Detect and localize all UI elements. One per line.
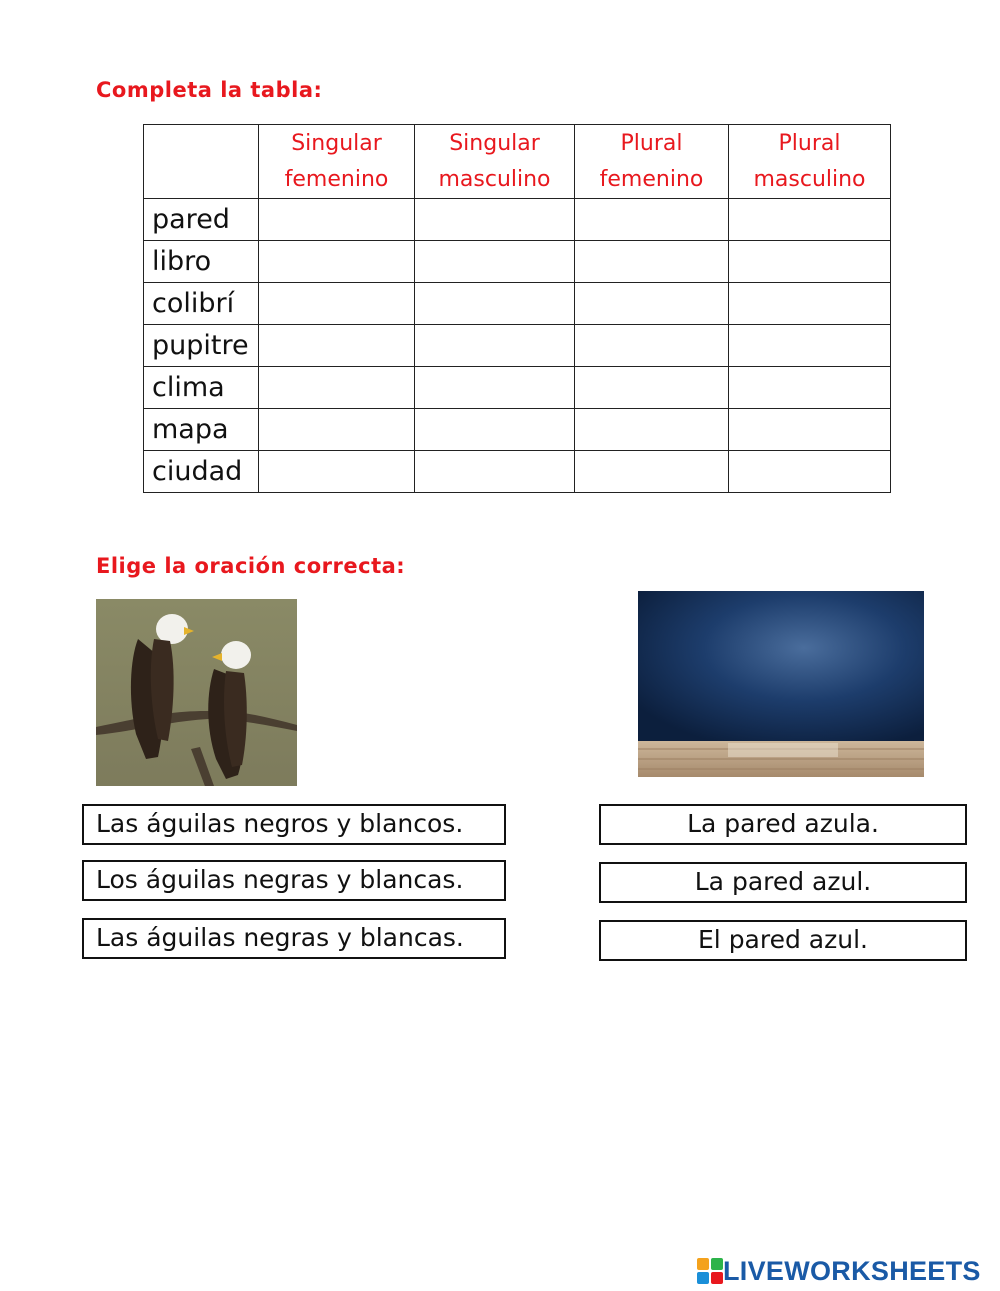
answer-input[interactable]: [575, 367, 728, 408]
eagle-option-3[interactable]: Las águilas negras y blancas.: [82, 918, 506, 959]
answer-cell[interactable]: [415, 325, 575, 367]
blue-wall-room-photo: [638, 591, 924, 777]
answer-cell[interactable]: [729, 241, 891, 283]
answer-input[interactable]: [415, 451, 574, 492]
answer-input[interactable]: [729, 409, 890, 450]
answer-cell[interactable]: [729, 451, 891, 493]
answer-cell[interactable]: [729, 325, 891, 367]
answer-input[interactable]: [575, 283, 728, 324]
answer-cell[interactable]: [415, 283, 575, 325]
wall-option-3[interactable]: El pared azul.: [599, 920, 967, 961]
table-row: [144, 241, 891, 283]
answer-input[interactable]: [415, 283, 574, 324]
header-singular-femenino: Singular femenino: [259, 125, 415, 199]
answer-input[interactable]: [575, 409, 728, 450]
answer-cell[interactable]: [575, 451, 729, 493]
answer-input[interactable]: [259, 199, 414, 240]
row-word-label: colibrí: [144, 283, 259, 325]
answer-input[interactable]: [575, 241, 728, 282]
row-word-label: libro: [144, 241, 259, 283]
row-word-label: ciudad: [144, 451, 259, 493]
answer-input[interactable]: [729, 451, 890, 492]
answer-cell[interactable]: [729, 199, 891, 241]
eagle-option-1[interactable]: Las águilas negros y blancos.: [82, 804, 506, 845]
answer-input[interactable]: [415, 199, 574, 240]
bald-eagles-photo: [96, 599, 297, 786]
answer-cell[interactable]: [575, 367, 729, 409]
answer-cell[interactable]: [415, 241, 575, 283]
answer-input[interactable]: [575, 451, 728, 492]
answer-cell[interactable]: [729, 283, 891, 325]
table-instruction-heading: Completa la tabla:: [96, 78, 323, 102]
answer-input[interactable]: [729, 241, 890, 282]
answer-input[interactable]: [729, 199, 890, 240]
row-word-label: pared: [144, 199, 259, 241]
answer-input[interactable]: [259, 283, 414, 324]
table-header-row: [144, 125, 891, 199]
header-plural-masculino: Plural masculino: [729, 125, 891, 199]
header-plural-femenino: Plural femenino: [575, 125, 729, 199]
table-row: [144, 409, 891, 451]
choice-instruction-heading: Elige la oración correcta:: [96, 554, 406, 578]
answer-input[interactable]: [259, 451, 414, 492]
answer-cell[interactable]: [415, 409, 575, 451]
table-row: [144, 325, 891, 367]
table-row: [144, 199, 891, 241]
table-row: [144, 367, 891, 409]
answer-input[interactable]: [259, 409, 414, 450]
row-word-label: clima: [144, 367, 259, 409]
answer-input[interactable]: [729, 367, 890, 408]
table-row: [144, 451, 891, 493]
liveworksheets-logo-icon: [697, 1258, 723, 1284]
answer-cell[interactable]: [415, 451, 575, 493]
liveworksheets-logo-text: LIVEWORKSHEETS: [723, 1255, 981, 1286]
answer-cell[interactable]: [729, 367, 891, 409]
answer-input[interactable]: [415, 409, 574, 450]
answer-input[interactable]: [259, 325, 414, 366]
table-corner-cell: [144, 125, 259, 199]
answer-cell[interactable]: [575, 325, 729, 367]
wall-option-2[interactable]: La pared azul.: [599, 862, 967, 903]
answer-cell[interactable]: [259, 241, 415, 283]
answer-cell[interactable]: [415, 367, 575, 409]
answer-input[interactable]: [575, 325, 728, 366]
answer-cell[interactable]: [575, 409, 729, 451]
row-word-label: pupitre: [144, 325, 259, 367]
noun-forms-table: [143, 124, 891, 493]
answer-input[interactable]: [575, 199, 728, 240]
header-singular-masculino: Singular masculino: [415, 125, 575, 199]
answer-cell[interactable]: [259, 283, 415, 325]
answer-input[interactable]: [415, 367, 574, 408]
answer-cell[interactable]: [415, 199, 575, 241]
answer-cell[interactable]: [575, 199, 729, 241]
answer-input[interactable]: [729, 325, 890, 366]
answer-cell[interactable]: [259, 199, 415, 241]
answer-input[interactable]: [729, 283, 890, 324]
answer-input[interactable]: [259, 367, 414, 408]
answer-cell[interactable]: [575, 283, 729, 325]
answer-input[interactable]: [415, 325, 574, 366]
eagle-option-2[interactable]: Los águilas negras y blancas.: [82, 860, 506, 901]
answer-cell[interactable]: [259, 409, 415, 451]
wall-option-1[interactable]: La pared azula.: [599, 804, 967, 845]
answer-cell[interactable]: [259, 451, 415, 493]
answer-input[interactable]: [259, 241, 414, 282]
answer-cell[interactable]: [259, 325, 415, 367]
answer-cell[interactable]: [729, 409, 891, 451]
liveworksheets-logo: [697, 1254, 981, 1288]
row-word-label: mapa: [144, 409, 259, 451]
table-row: [144, 283, 891, 325]
answer-input[interactable]: [415, 241, 574, 282]
answer-cell[interactable]: [259, 367, 415, 409]
answer-cell[interactable]: [575, 241, 729, 283]
